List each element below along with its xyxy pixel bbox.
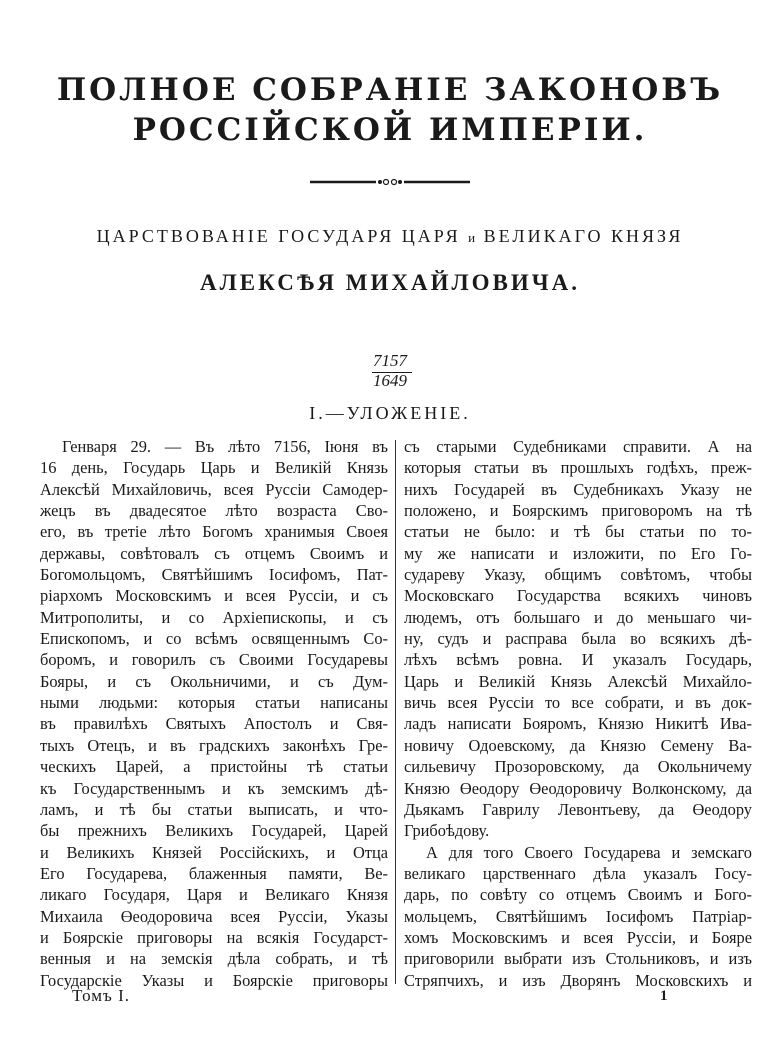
text-line: въ правилѣхъ Святыхъ Апостолъ и Свя- <box>40 714 388 734</box>
text-line: Богомольцомъ, Святѣйшимъ Іосифомъ, Пат- <box>40 565 388 585</box>
text-line: положено, и Боярскимъ приговоромъ на тѣ <box>404 501 752 521</box>
text-line: Государскіе Указы и Боярскіе приговоры <box>40 970 388 990</box>
text-line: къ Государственнымъ и къ земскимъ дѣ- <box>40 778 388 798</box>
right-text-column <box>404 436 752 991</box>
page-number: 1 <box>660 988 668 1004</box>
text-line: ческихъ Царей, а пристойны тѣ статьи <box>40 757 388 777</box>
text-line: которыя статьи въ прошлыхъ годѣхъ, преж- <box>404 458 752 478</box>
text-line: и Великихъ Князей Россійскихъ, и Отца <box>40 842 388 862</box>
main-title-line-1: ПОЛНОЕ СОБРАНІЕ ЗАКОНОВЪ <box>56 72 724 108</box>
text-line: ламъ, и тѣ бы статьи выписать, и что- <box>40 799 388 819</box>
text-line: ликаго Государя, Царя и Великаго Князя <box>40 885 388 905</box>
text-line: Его Государева, блаженныя памяти, Ве- <box>40 863 388 883</box>
column-divider <box>395 440 396 984</box>
text-line: Царь и Великій Князь Алексѣй Михайло- <box>404 671 752 691</box>
reign-heading-conjunction: и <box>468 230 477 245</box>
text-line: боромъ, и говорилъ съ Своими Государевы <box>40 650 388 670</box>
tsar-name-heading: АЛЕКСѢЯ МИХАЙЛОВИЧА. <box>200 270 580 295</box>
text-line: Грибоѣдову. <box>404 821 490 841</box>
text-line: и Боярскіе приговоры на всякія Государст- <box>40 927 388 947</box>
text-line: му же написати и изложити, по Его Го- <box>404 543 752 563</box>
text-line: лѣхъ всѣмъ ровна. И указалъ Государь, <box>404 650 752 670</box>
reign-heading-part-2: ВЕЛИКАГО КНЯЗЯ <box>483 226 684 246</box>
text-line: Дьякамъ Гаврилу Левонтьеву, да Өеодору <box>404 799 752 819</box>
text-line: сильевичу Прозоровскому, да Окольничему <box>404 757 752 777</box>
year-anno-domini: 1649 <box>373 371 407 390</box>
text-line: съ старыми Судебниками справити. А на <box>404 437 752 456</box>
text-line: ріархомъ Московскимъ и всея Руссіи, и съ <box>40 586 388 606</box>
reign-heading-part-1: ЦАРСТВОВАНІЕ ГОСУДАРЯ ЦАРЯ <box>96 226 461 246</box>
text-line: Епископомъ, и со всѣмъ освященнымъ Со- <box>40 629 388 649</box>
text-line: Алексѣй Михайловичь, всея Руссіи Самодер- <box>40 479 388 499</box>
text-line: мольцемъ, Святѣйшимъ Іосифомъ Патріар- <box>404 906 752 926</box>
text-line: Князю Өеодору Өеодоровичу Волконскому, да <box>404 778 752 798</box>
text-line: А для того Своего Государева и земскаго <box>426 842 752 862</box>
text-line: ладъ написати Бояромъ, Князю Никитѣ Ива- <box>404 714 752 734</box>
text-line: державы, совѣтовалъ съ отцемъ Своимъ и <box>40 543 388 563</box>
text-line: Генваря 29. — Въ лѣто 7156, Іюня въ <box>62 437 388 456</box>
text-line: ными людьми: которыя статьи написаны <box>40 693 388 713</box>
text-line: Московскаго Государства всякихъ чиновъ <box>404 586 752 606</box>
text-line: тыхъ Отецъ, и въ градскихъ законѣхъ Гре- <box>40 735 388 755</box>
text-line: бы прежнихъ Великихъ Государей, Царей <box>40 821 388 841</box>
text-line: великаго царственнаго дѣла указалъ Госу- <box>404 863 752 883</box>
text-line: Митрополиты, и со Архіепископы, и съ <box>40 607 388 627</box>
text-line: 16 день, Государь Царь и Великій Князь <box>40 458 388 478</box>
year-anno-mundi: 7157 <box>373 351 407 370</box>
text-line: его, въ третіе лѣто Богомъ хранимыя Своея <box>40 522 388 542</box>
main-title-line-2: РОССІЙСКОЙ ИМПЕРІИ. <box>132 112 648 148</box>
volume-label: Томъ I. <box>72 986 130 1005</box>
text-line: людемъ, отъ большаго и до меньшаго чи- <box>404 607 752 627</box>
text-line: хомъ Московскимъ и всея Руссіи, и Боярe <box>404 927 752 947</box>
text-line: Михаила Өеодоровича всея Руссіи, Указы <box>40 906 388 926</box>
text-line: венныя и на земскія дѣла собрать, и тѣ <box>40 949 388 969</box>
text-line: Бояры, и съ Окольничими, и съ Дум- <box>40 671 388 691</box>
text-line: вичь всея Руссіи то все собрати, и въ док- <box>404 693 752 713</box>
text-line: ну, судъ и расправа была во всякихъ дѣ- <box>404 629 752 649</box>
text-line: жецъ въ двадесятое лѣто возраста Сво- <box>40 501 388 521</box>
text-line: нихъ Государей въ Судебникахъ Указу не <box>404 479 752 499</box>
text-line: новичу Одоевскому, да Князю Семену Ва- <box>404 735 752 755</box>
left-text-column <box>40 436 388 991</box>
text-line: Стряпчихъ, и изъ Дворянъ Московскихъ и <box>404 970 752 990</box>
reign-heading <box>0 226 780 247</box>
section-title: I.—УЛОЖЕНІЕ. <box>309 403 471 423</box>
text-line: дарь, по совѣту со отцемъ Своимъ и Бого- <box>404 885 752 905</box>
text-line: статьи не было: и тѣ бы статьи по то- <box>404 522 752 542</box>
decorative-rule <box>310 176 470 188</box>
text-line: судареву Указу, общимъ совѣтомъ, чтобы <box>404 565 752 585</box>
text-line: приговорили выбрати изъ Стольниковъ, и изъ <box>404 949 752 969</box>
